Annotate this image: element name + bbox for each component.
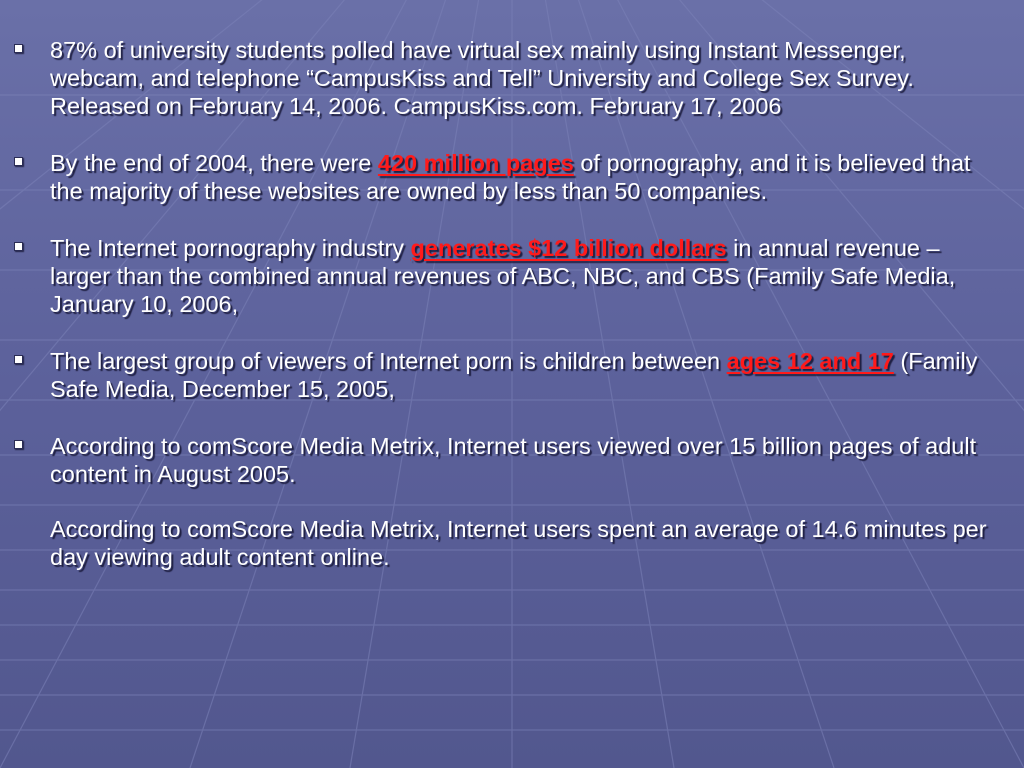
bullet-text-after: in annual revenue – larger than the combined annual revenues of ABC, NBC, and CBS (Family Safe Media, January 10, 2006, bbox=[50, 235, 956, 317]
bullet-text: According to comScore Media Metrix, Internet users viewed over 15 billion pages of adult content in August 2005. bbox=[50, 433, 977, 487]
square-bullet-icon bbox=[14, 44, 23, 53]
highlight-link[interactable]: generates $12 billion dollars bbox=[410, 235, 727, 261]
bullet-item-5 bbox=[14, 432, 1004, 571]
bullet-text-after: (Family Safe Media, December 15, 2005, bbox=[50, 348, 978, 402]
bullet-item-1 bbox=[14, 36, 1004, 120]
square-bullet-icon bbox=[14, 355, 23, 364]
bullet-text-continuation: According to comScore Media Metrix, Internet users spent an average of 14.6 minutes per day viewing adult content online. bbox=[50, 516, 987, 570]
bullet-item-2 bbox=[14, 149, 1004, 205]
square-bullet-icon bbox=[14, 242, 23, 251]
highlight-link[interactable]: ages 12 and 17 bbox=[726, 348, 894, 374]
highlight-link[interactable]: 420 million pages bbox=[377, 150, 574, 176]
bullet-item-3 bbox=[14, 234, 1004, 318]
bullet-text-after: of pornography, and it is believed that the majority of these websites are owned by less than 50 companies. bbox=[50, 150, 971, 204]
square-bullet-icon bbox=[14, 440, 23, 449]
bullet-item-4 bbox=[14, 347, 1004, 403]
bullet-text-before: The largest group of viewers of Internet porn is children between bbox=[50, 348, 727, 374]
bullet-text: 87% of university students polled have virtual sex mainly using Instant Messenger, webcam, and telephone “CampusKiss and Tell” University and College Sex Survey. Released on February 14, 2006. CampusKiss.com. February 17, 2006 bbox=[50, 37, 914, 119]
bullet-text-before: The Internet pornography industry bbox=[50, 235, 411, 261]
bullet-text-before: By the end of 2004, there were bbox=[50, 150, 378, 176]
bullet-list bbox=[14, 36, 1004, 600]
square-bullet-icon bbox=[14, 157, 23, 166]
